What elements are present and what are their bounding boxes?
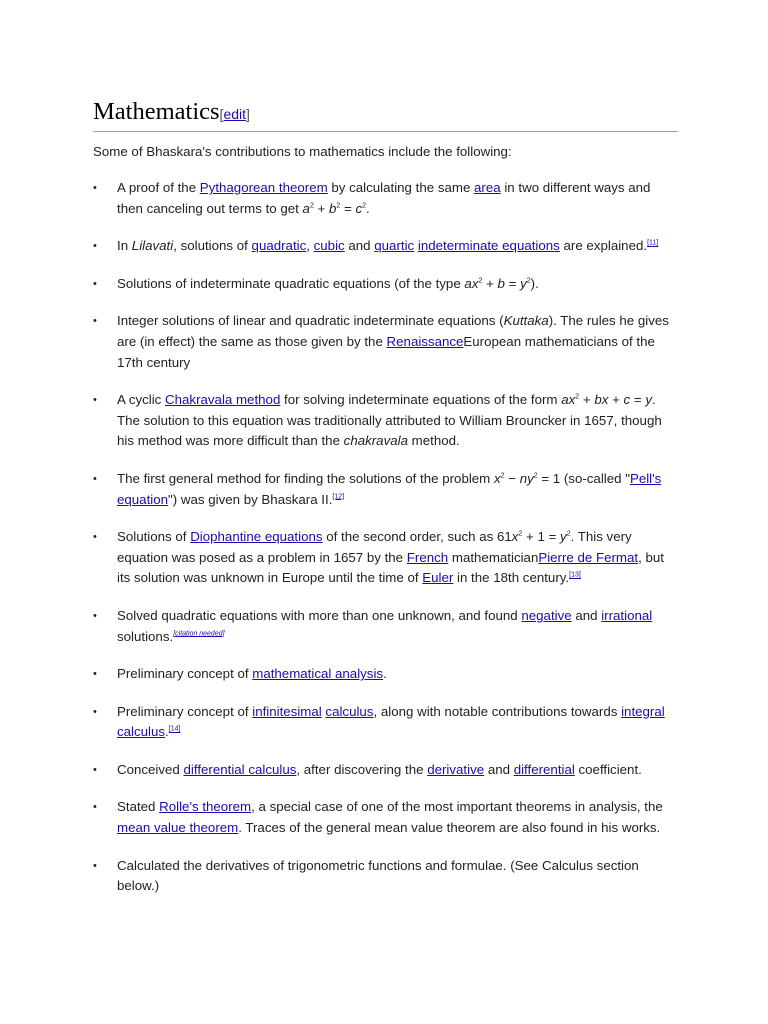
math-var: ax [464, 275, 479, 291]
math-exponent: 2 [500, 472, 505, 480]
bullet-icon: • [93, 763, 97, 776]
math-var: y [560, 529, 567, 545]
math-var: bx [594, 392, 609, 408]
section-title: Mathematics [93, 98, 220, 125]
item-text: + [482, 275, 498, 291]
math-var: x [511, 529, 519, 545]
item-text: solutions. [117, 628, 174, 644]
item-text: Preliminary concept of [117, 703, 253, 719]
item-text: , a special case of one of the most important theorems in analysis, the [251, 799, 663, 815]
item-text: A cyclic [117, 392, 166, 408]
math-var: c [623, 392, 631, 408]
pells-equation-link[interactable]: Pell's equation [117, 470, 662, 507]
reference-link[interactable]: [11] [647, 239, 659, 247]
reference-link[interactable]: [12] [332, 493, 345, 501]
contributions-list [93, 178, 678, 897]
list-item [93, 274, 678, 295]
item-text: ). [530, 275, 539, 291]
infinitesimal-link[interactable]: infinitesimal [252, 703, 322, 719]
item-text: mathematician [448, 549, 539, 565]
irrational-link[interactable]: irrational [601, 607, 653, 623]
item-text: method. [407, 433, 460, 449]
item-text: Preliminary concept of [117, 666, 253, 682]
item-text: − [504, 470, 520, 486]
item-text: in two different ways and then canceling out terms to get [117, 180, 651, 216]
reference-link[interactable]: [14] [168, 725, 181, 733]
citation-needed-link[interactable]: [citation needed] [173, 630, 225, 638]
quartic-link[interactable]: quartic [374, 238, 415, 254]
italic-term: chakravala [343, 433, 408, 449]
cubic-link[interactable]: cubic [313, 238, 345, 254]
renaissance-link[interactable]: Renaissance [386, 333, 464, 349]
differential-link[interactable]: differential [513, 761, 575, 777]
item-text: , along with notable contributions towards [373, 703, 622, 719]
reference-link[interactable]: [13] [569, 571, 581, 579]
list-item [93, 236, 678, 257]
item-text: . Traces of the general mean value theorem are also found in his works. [238, 820, 661, 836]
mathematical-analysis-link[interactable]: mathematical analysis [252, 666, 384, 682]
bullet-icon: • [93, 240, 97, 253]
math-exponent: 2 [478, 277, 483, 285]
item-text: , solutions of [173, 238, 252, 254]
negative-link[interactable]: negative [521, 607, 572, 623]
item-text: are explained. [559, 238, 648, 254]
bullet-icon: • [93, 801, 97, 814]
item-text: = [340, 200, 356, 216]
item-text: . [165, 724, 169, 740]
mean-value-theorem-link[interactable]: mean value theorem [117, 820, 239, 836]
bullet-icon: • [93, 182, 97, 194]
pythagorean-theorem-link[interactable]: Pythagorean theorem [199, 180, 328, 195]
math-var: a [302, 200, 310, 216]
math-exponent: 2 [518, 530, 523, 538]
math-var: ny [519, 470, 534, 486]
edit-section [220, 106, 250, 122]
area-link[interactable]: area [474, 180, 501, 195]
list-item [93, 178, 678, 219]
item-text: ). The rules he gives are (in effect) the same as those given by the [117, 313, 669, 349]
item-text: Stated [117, 799, 160, 815]
item-text: ") was given by Bhaskara II. [168, 491, 333, 507]
bullet-icon: • [93, 394, 97, 407]
item-text: Solved quadratic equations with more than one unknown, and found [117, 607, 522, 623]
list-item [93, 702, 678, 743]
bullet-icon: • [93, 668, 97, 681]
article-section [93, 96, 678, 914]
chakravala-method-link[interactable]: Chakravala method [165, 392, 281, 408]
list-item [93, 527, 678, 589]
derivative-link[interactable]: derivative [427, 761, 485, 777]
item-text: and [484, 761, 514, 777]
edit-bracket-close: ] [246, 106, 250, 122]
italic-term: Kuttaka [503, 313, 549, 329]
math-exponent: 2 [566, 530, 571, 538]
math-var: y [645, 392, 652, 408]
item-text: of the second order, such as 61 [322, 529, 512, 545]
list-item [93, 760, 678, 781]
math-var: c [355, 200, 363, 216]
math-var: b [329, 200, 337, 216]
list-item [93, 311, 678, 373]
item-text: Conceived [117, 761, 184, 777]
item-text: Solutions of indeterminate quadratic equations (of the type [117, 275, 465, 291]
item-text: in the 18th century. [453, 570, 570, 586]
item-text: European mathematicians of the 17th century [117, 333, 655, 370]
math-var: y [520, 275, 527, 291]
item-text: for solving indeterminate equations of the form [280, 392, 562, 408]
bullet-icon: • [93, 609, 97, 622]
pierre-de-fermat-link[interactable]: Pierre de Fermat [538, 549, 639, 565]
math-exponent: 2 [533, 472, 538, 480]
bullet-icon: • [93, 531, 97, 544]
intro-paragraph: Some of Bhaskara's contributions to mathematics include the following: [93, 144, 512, 159]
item-text: . The solution to this equation was traditionally attributed to William Brouncker in 1657, though his method was more difficult than the [117, 392, 662, 449]
item-text: , [306, 238, 314, 254]
bullet-icon: • [93, 705, 97, 718]
list-item [93, 390, 678, 452]
edit-link[interactable]: edit [223, 106, 247, 122]
integral-calculus-link[interactable]: integral calculus [117, 703, 665, 740]
french-link[interactable]: French [406, 549, 449, 565]
item-text: + 1 = [522, 529, 561, 545]
indeterminate-equations-link[interactable]: indeterminate equations [417, 238, 560, 254]
italic-term: Lilavati [131, 238, 174, 254]
section-heading [93, 96, 678, 132]
item-text: and [571, 607, 602, 623]
math-exponent: 2 [309, 202, 314, 210]
item-text: The first general method for finding the solutions of the problem [117, 470, 494, 486]
item-text: In [117, 238, 132, 254]
math-var: x [493, 470, 501, 486]
math-exponent: 2 [336, 202, 341, 210]
item-text: Integer solutions of linear and quadratic indeterminate equations ( [117, 313, 504, 329]
bullet-icon: • [93, 277, 97, 290]
bullet-icon: • [93, 859, 97, 872]
list-item [93, 664, 678, 685]
item-text: . [383, 666, 387, 682]
item-text: = 1 (so-called " [537, 470, 630, 486]
list-item [93, 797, 678, 838]
item-text: + [608, 392, 624, 408]
item-text: . This very equation was posed as a problem in 1657 by the [117, 529, 632, 565]
item-text: coefficient. [574, 761, 642, 777]
bullet-icon: • [93, 315, 97, 328]
item-text: , after discovering the [296, 761, 428, 777]
bullet-icon: • [93, 472, 97, 485]
item-text: . [366, 200, 370, 216]
item-text: + [579, 392, 595, 408]
math-var: b [497, 275, 505, 291]
item-text: Solutions of [117, 529, 191, 545]
item-text: = [630, 392, 646, 408]
item-text: Calculated the derivatives of trigonometric functions and formulae. (See Calculus section below.) [117, 857, 639, 894]
rolles-theorem-link[interactable]: Rolle's theorem [159, 799, 252, 815]
euler-link[interactable]: Euler [422, 570, 454, 586]
calculus-link[interactable]: calculus [325, 703, 374, 719]
item-text: by calculating the same [327, 180, 475, 195]
list-item [93, 469, 678, 510]
math-exponent: 2 [526, 277, 531, 285]
diophantine-equations-link[interactable]: Diophantine equations [190, 529, 323, 545]
list-item [93, 856, 678, 897]
math-exponent: 2 [362, 202, 367, 210]
differential-calculus-link[interactable]: differential calculus [183, 761, 297, 777]
item-text: + [313, 200, 329, 216]
math-var: ax [561, 392, 576, 408]
item-text: A proof of the [117, 180, 200, 195]
item-text: = [504, 275, 521, 291]
item-text: , but its solution was unknown in Europe until the time of [117, 549, 664, 586]
edit-bracket-open: [ [219, 106, 224, 122]
quadratic-link[interactable]: quadratic [251, 238, 307, 254]
item-text: and [344, 238, 375, 254]
math-exponent: 2 [575, 393, 580, 401]
list-item [93, 606, 678, 647]
